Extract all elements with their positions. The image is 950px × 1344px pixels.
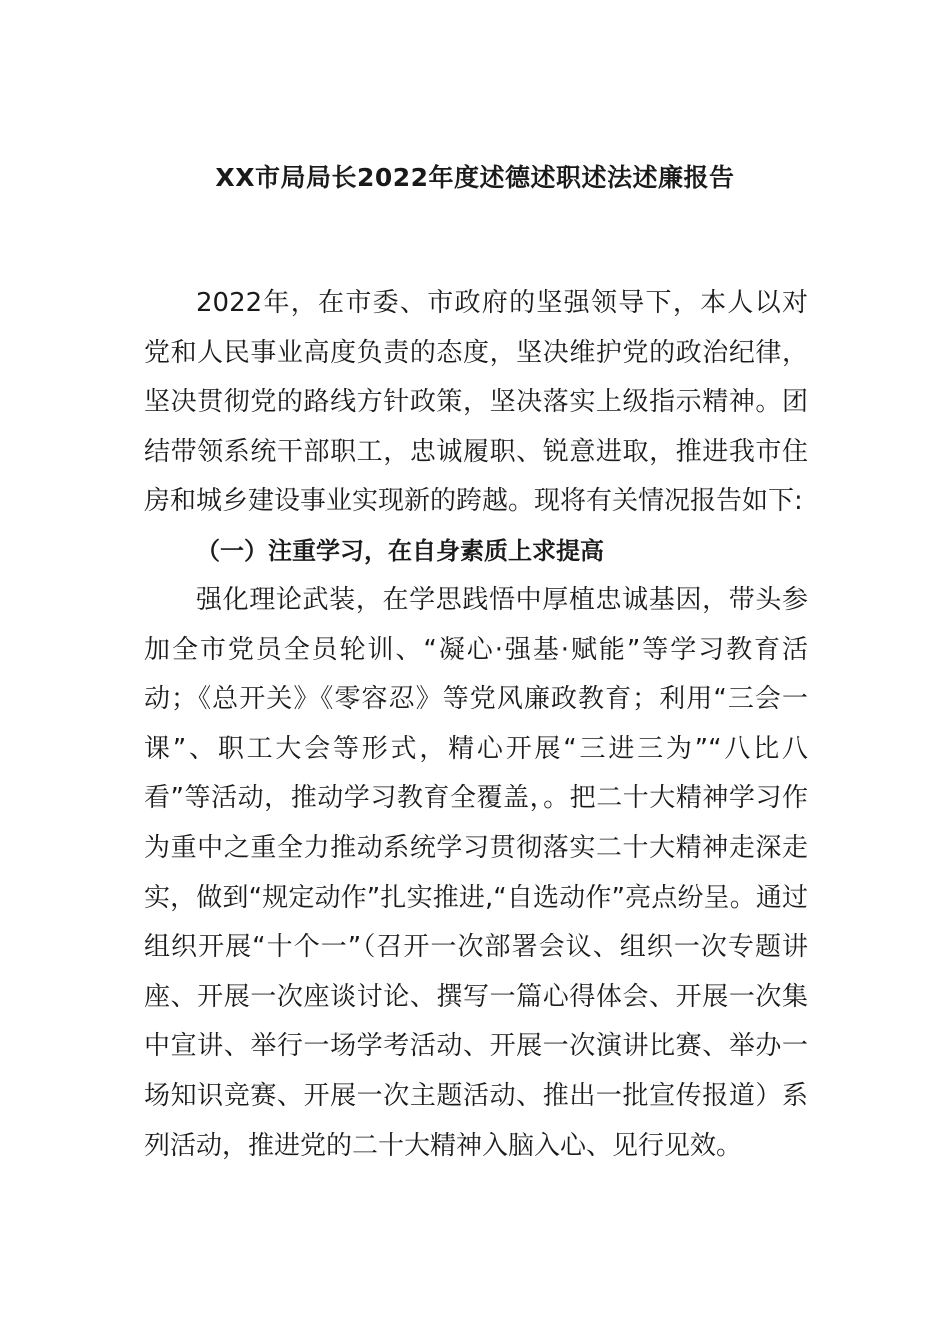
section-paragraph: 强化理论武装，在学思践悟中厚植忠诚基因，带头参加全市党员全员轮训、“凝心·强基·赋能”等学习教育活动；《总开关》《零容忍》等党风廉政教育；利用“三会一课”、职工大会等形式，精心开展“三进三为”“八比八看”等活动，推动学习教育全覆盖，。把二十大精神学习作为重中之重全力推动系统学习贯彻落实二十大精神走深走实，做到“规定动作”扎实推进,“自选动作”亮点纷呈。通过组织开展“十个一”（召开一次部署会议、组织一次专题讲座、开展一次座谈讨论、撰写一篇心得体会、开展一次集中宣讲、举行一场学考活动、开展一次演讲比赛、举办一场知识竞赛、开展一次主题活动、推出一批宣传报道）系列活动，推进党的二十大精神入脑入心、见行见效。	[144, 585, 808, 1161]
intro-paragraph: 2022年，在市委、市政府的坚强领导下，本人以对党和人民事业高度负责的态度，坚决维护党的政治纪律，坚决贯彻党的路线方针政策，坚决落实上级指示精神。团结带领系统干部职工，忠诚履职、锐意进取，推进我市住房和城乡建设事业实现新的跨越。现将有关情况报告如下:	[144, 288, 808, 517]
section-heading: （一）注重学习，在自身素质上求提高	[196, 537, 604, 565]
document-title: XX市局局长2022年度述德述职述法述廉报告	[215, 163, 735, 192]
